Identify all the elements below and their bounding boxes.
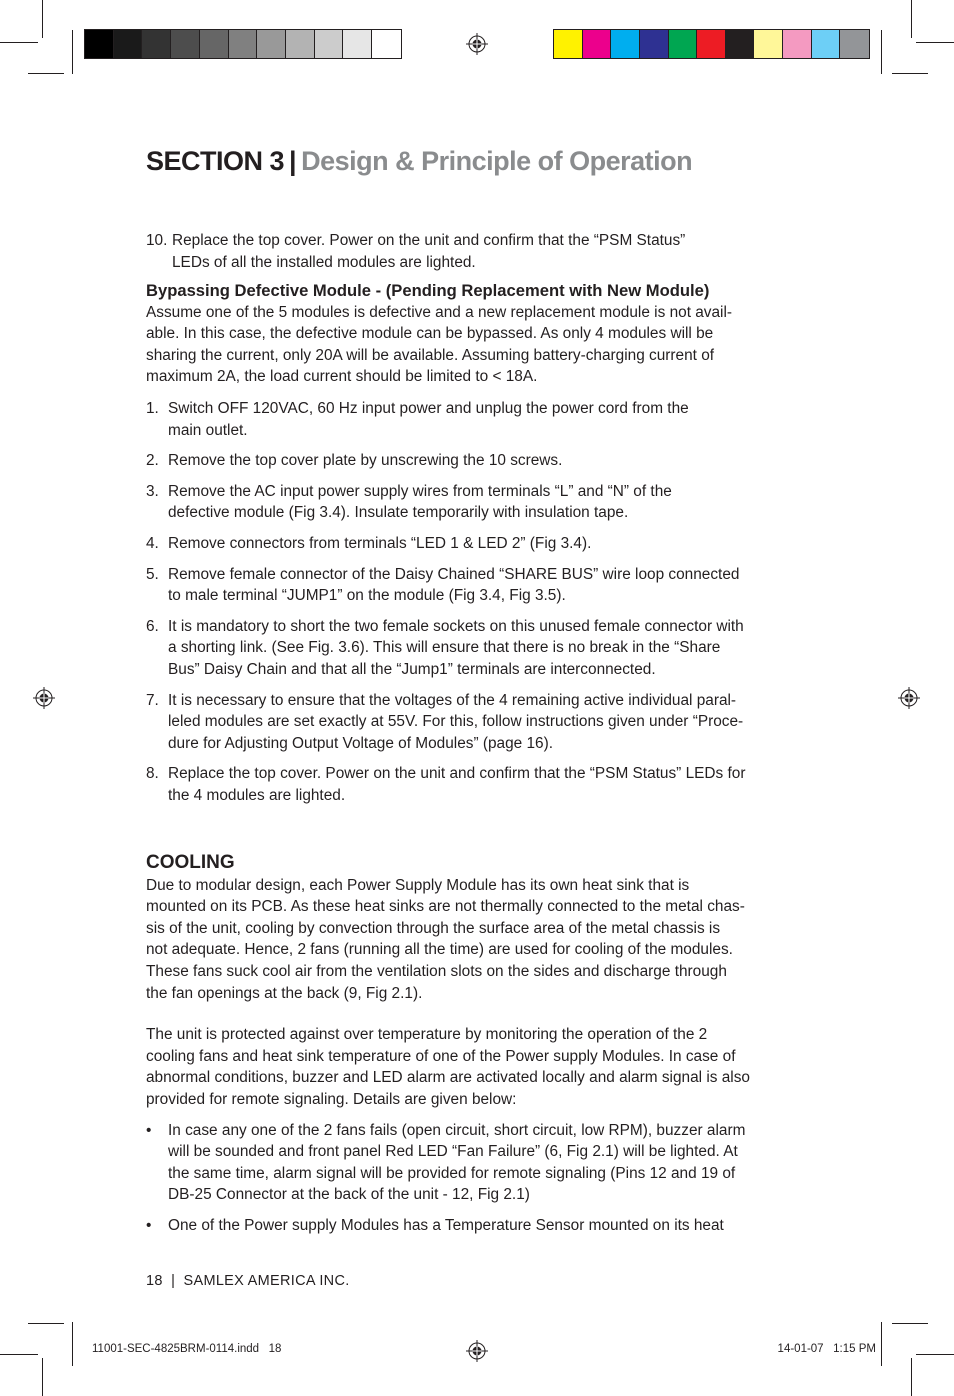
paragraph-line: not adequate. Hence, 2 fans (running all the time) are used for cooling of the modules. — [146, 941, 733, 959]
step-text-line: Switch OFF 120VAC, 60 Hz input power and unplug the power cord from the — [168, 400, 689, 417]
crop-mark — [0, 42, 38, 43]
color-swatch — [85, 30, 114, 58]
step-text-line: Remove connectors from terminals “LED 1 & LED 2” (Fig 3.4). — [168, 534, 592, 552]
list-item — [146, 533, 814, 555]
crop-mark — [916, 42, 954, 43]
color-calibration-bar — [553, 29, 870, 59]
bullet-text-line: the same time, alarm signal will be provided for remote signaling (Pins 12 and 19 of — [168, 1164, 736, 1182]
list-item — [146, 690, 814, 755]
color-swatch — [257, 30, 286, 58]
step-text-line: Remove the AC input power supply wires from terminals “L” and “N” of the — [168, 482, 672, 500]
step-number: 10. — [146, 232, 168, 249]
color-swatch — [783, 30, 812, 58]
step-number: 3. — [146, 482, 159, 500]
color-swatch — [286, 30, 315, 58]
step-text-line: a shorting link. (See Fig. 3.6). This will ensure that there is no break in the “Share — [168, 639, 721, 657]
cooling-bullets — [146, 1120, 814, 1237]
bullet-text-line: will be sounded and front panel Red LED “Fan Failure” (6, Fig 2.1) will be lighted. At — [168, 1143, 738, 1161]
step-number: 5. — [146, 565, 159, 583]
paragraph-line: cooling fans and heat sink temperature of one of the Power supply Modules. In case of — [146, 1047, 736, 1065]
page-title — [146, 146, 692, 177]
crop-mark — [28, 1323, 64, 1324]
paragraph-line: Due to modular design, each Power Supply Module has its own heat sink that is — [146, 876, 690, 894]
list-item — [146, 1215, 814, 1237]
paragraph-line: abnormal conditions, buzzer and LED alarm are activated locally and alarm signal is also — [146, 1069, 750, 1087]
bypass-heading: Bypassing Defective Module - (Pending Replacement with New Module) — [146, 281, 710, 300]
step-text-line: Remove female connector of the Daisy Chained “SHARE BUS” wire loop connected — [168, 565, 740, 583]
step-text-line: LEDs of all the installed modules are lighted. — [172, 253, 476, 271]
paragraph-line: mounted on its PCB. As these heat sinks are not thermally connected to the metal chas- — [146, 898, 745, 916]
list-item — [146, 763, 814, 806]
step-text-line: Bus” Daisy Chain and that all the “Jump1” terminals are interconnected. — [168, 660, 656, 678]
list-item — [146, 564, 814, 607]
color-swatch — [812, 30, 841, 58]
cooling-paragraph-1 — [146, 875, 814, 1005]
bypass-section — [146, 280, 814, 388]
step-number: 4. — [146, 534, 159, 552]
intro-line: sharing the current, only 20A will be available. Assuming battery-charging current of — [146, 346, 715, 364]
crop-mark — [72, 30, 73, 74]
list-item — [146, 1120, 814, 1206]
crop-mark — [881, 1322, 882, 1366]
step-text-line: It is mandatory to short the two female sockets on this unused female connector with — [168, 617, 744, 635]
bullet-mark: • — [146, 1121, 152, 1139]
color-swatch — [754, 30, 783, 58]
color-swatch — [200, 30, 229, 58]
color-swatch — [726, 30, 755, 58]
section-subtitle: Design & Principle of Operation — [301, 146, 693, 176]
step-text-line: It is necessary to ensure that the voltages of the 4 remaining active individual paral- — [168, 691, 737, 709]
intro-line: maximum 2A, the load current should be limited to < 18A. — [146, 368, 538, 386]
print-datetime: 14-01-07 1:15 PM — [777, 1343, 876, 1355]
list-item — [146, 481, 814, 524]
bullet-mark: • — [146, 1216, 152, 1234]
crop-mark — [42, 1358, 43, 1396]
bypass-intro — [146, 302, 814, 388]
step-number: 8. — [146, 765, 159, 783]
list-item — [146, 450, 814, 472]
color-swatch — [315, 30, 344, 58]
step-text-line: to male terminal “JUMP1” on the module (Fig 3.4, Fig 3.5). — [168, 587, 566, 605]
crop-mark — [892, 1323, 928, 1324]
company-name: SAMLEX AMERICA INC. — [183, 1273, 350, 1289]
step-text-line: Remove the top cover plate by unscrewing the 10 screws. — [168, 452, 563, 470]
bullet-text-line: DB-25 Connector at the back of the unit - 12, Fig 2.1) — [168, 1186, 530, 1204]
page-number: 18 — [146, 1273, 163, 1289]
crop-mark — [881, 30, 882, 74]
step-text-line: leled modules are set exactly at 55V. For this, follow instructions given under “Proce- — [168, 713, 744, 731]
step-text-line: Replace the top cover. Power on the unit and confirm that the “PSM Status” LEDs for — [168, 765, 746, 783]
crop-mark — [72, 1322, 73, 1366]
registration-mark-icon — [466, 33, 488, 55]
color-swatch — [840, 30, 869, 58]
crop-mark — [916, 1354, 954, 1355]
registration-mark-icon — [466, 1340, 488, 1362]
list-item — [146, 398, 814, 441]
step-10 — [146, 230, 814, 273]
registration-mark-icon — [898, 687, 920, 709]
paragraph-line: provided for remote signaling. Details are given below: — [146, 1090, 517, 1108]
step-number: 2. — [146, 452, 159, 470]
color-swatch — [697, 30, 726, 58]
registration-mark-icon — [33, 687, 55, 709]
step-text-line: the 4 modules are lighted. — [168, 786, 346, 804]
color-swatch — [114, 30, 143, 58]
paragraph-line: The unit is protected against over temperature by monitoring the operation of the 2 — [146, 1026, 708, 1044]
crop-mark — [911, 1358, 912, 1396]
step-text-line: dure for Adjusting Output Voltage of Modules” (page 16). — [168, 734, 554, 752]
paragraph-line: sis of the unit, cooling by convection through the surface area of the metal chassis is — [146, 919, 721, 937]
step-number: 6. — [146, 617, 159, 635]
step-number: 1. — [146, 400, 159, 417]
crop-mark — [911, 0, 912, 38]
crop-mark — [28, 73, 64, 74]
crop-mark — [42, 0, 43, 38]
step-text-line: defective module (Fig 3.4). Insulate temporarily with insulation tape. — [168, 504, 629, 522]
cooling-section — [146, 852, 814, 1237]
color-swatch — [583, 30, 612, 58]
section-number: SECTION 3 — [146, 146, 285, 176]
color-swatch — [611, 30, 640, 58]
intro-line: able. In this case, the defective module can be bypassed. As only 4 modules will be — [146, 325, 714, 343]
bullet-text-line: In case any one of the 2 fans fails (open circuit, short circuit, low RPM), buzzer alarm — [168, 1121, 746, 1139]
crop-mark — [0, 1354, 38, 1355]
paragraph-line: the fan openings at the back (9, Fig 2.1). — [146, 984, 423, 1002]
page-footer — [146, 1273, 350, 1289]
cooling-heading: COOLING — [146, 852, 235, 873]
color-swatch — [554, 30, 583, 58]
color-swatch — [640, 30, 669, 58]
paragraph-line: These fans suck cool air from the ventilation slots on the sides and discharge through — [146, 962, 727, 980]
step-number: 7. — [146, 691, 159, 709]
list-item — [146, 616, 814, 681]
color-swatch — [229, 30, 258, 58]
color-swatch — [142, 30, 171, 58]
grayscale-calibration-bar — [84, 29, 402, 59]
cooling-paragraph-2 — [146, 1024, 814, 1110]
color-swatch — [372, 30, 401, 58]
title-divider: | — [289, 146, 297, 176]
step-text-line: main outlet. — [168, 421, 248, 439]
bullet-text-line: One of the Power supply Modules has a Temperature Sensor mounted on its heat — [168, 1216, 724, 1234]
color-swatch — [669, 30, 698, 58]
color-swatch — [343, 30, 372, 58]
bypass-steps — [146, 398, 814, 807]
file-slug: 11001-SEC-4825BRM-0114.indd 18 — [92, 1343, 282, 1355]
step-text-line: Replace the top cover. Power on the unit and confirm that the “PSM Status” — [172, 232, 686, 249]
color-swatch — [171, 30, 200, 58]
crop-mark — [892, 73, 928, 74]
intro-line: Assume one of the 5 modules is defective and a new replacement module is not avail- — [146, 303, 733, 321]
footer-divider: | — [171, 1273, 176, 1289]
